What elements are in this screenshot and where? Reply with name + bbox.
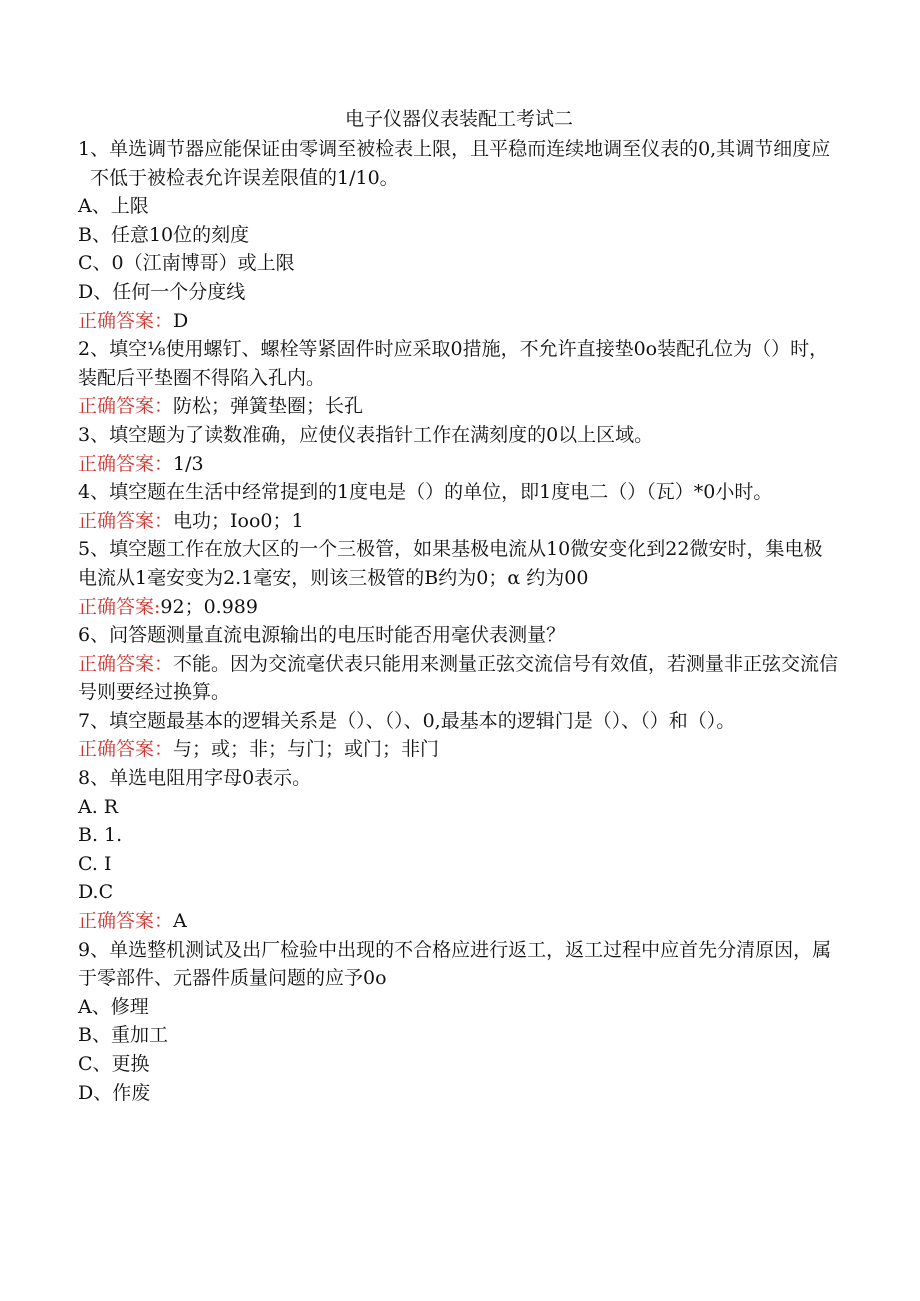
answer-value: 92；0.989 xyxy=(160,595,258,618)
answer-value: 与；或；非；与门；或门；非门 xyxy=(173,738,440,761)
answer-value: 电功；Ioo0；1 xyxy=(173,509,304,532)
option-a: A、上限 xyxy=(78,195,149,218)
answer-line xyxy=(78,450,840,479)
question-text: 8、单选电阻用字母0表示。 xyxy=(78,767,312,790)
answer-line xyxy=(78,307,840,336)
option-b: B、重加工 xyxy=(78,1024,168,1047)
question-text: 5、填空题工作在放大区的一个三极管，如果基极电流从10微安变化到22微安时，集电极电流从1毫安变为2.1毫安，则该三极管的B约为0；α 约为00 xyxy=(78,538,823,589)
answer-line xyxy=(78,593,840,622)
answer-line xyxy=(78,907,840,936)
question-6 xyxy=(78,621,840,707)
question-4 xyxy=(78,478,840,535)
question-text: 1、单选调节器应能保证由零调至被检表上限，且平稳而连续地调至仪表的0,其调节细度应不低于被检表允许误差限值的1/10。 xyxy=(78,138,831,189)
answer-line xyxy=(78,650,840,707)
answer-value: D xyxy=(173,309,189,332)
question-9 xyxy=(78,936,840,1108)
answer-label: 正确答案： xyxy=(78,309,174,332)
answer-label: 正确答案： xyxy=(78,509,174,532)
question-text: 2、填空⅛使用螺钉、螺栓等紧固件时应采取0措施，不允许直接垫0o装配孔位为（）时，装配后平垫圈不得陷入孔内。 xyxy=(78,338,829,389)
answer-line xyxy=(78,507,840,536)
option-b: B、任意10位的刻度 xyxy=(78,223,250,246)
option-a: A. R xyxy=(78,795,119,818)
question-1 xyxy=(78,135,840,335)
question-3 xyxy=(78,421,840,478)
question-8 xyxy=(78,764,840,936)
answer-value: 1/3 xyxy=(173,452,204,475)
question-2 xyxy=(78,335,840,421)
answer-line xyxy=(78,735,840,764)
option-a: A、修理 xyxy=(78,995,149,1018)
answer-label: 正确答案： xyxy=(78,395,174,418)
question-text: 9、单选整机测试及出厂检验中出现的不合格应进行返工，返工过程中应首先分清原因，属于零部件、元器件质量问题的应予0o xyxy=(78,938,832,990)
answer-value: A xyxy=(173,910,187,933)
question-text: 4、填空题在生活中经常提到的1度电是（）的单位，即1度电二（）（瓦）*0小时。 xyxy=(78,481,773,504)
question-5 xyxy=(78,535,840,621)
option-d: D.C xyxy=(78,881,114,904)
answer-line xyxy=(78,392,840,421)
page-title: 电子仪器仪表装配工考试二 xyxy=(344,108,573,130)
question-text: 3、填空题为了读数准确，应使仪表指针工作在满刻度的0以上区域。 xyxy=(78,423,654,446)
option-b: B. 1. xyxy=(78,824,123,847)
option-c: C、0（江南博哥）或上限 xyxy=(78,252,295,275)
question-text: 6、问答题测量直流电源输出的电压时能否用毫伏表测量？ xyxy=(78,624,566,647)
answer-value: 防松；弹簧垫圈；长孔 xyxy=(173,395,364,418)
answer-value: 不能。因为交流毫伏表只能用来测量正弦交流信号有效值，若测量非正弦交流信号则要经过换算。 xyxy=(78,652,839,704)
option-c: C、更换 xyxy=(78,1053,150,1075)
answer-label: 正确答案： xyxy=(78,738,174,761)
question-text: 7、填空题最基本的逻辑关系是（）、（）、0,最基本的逻辑门是（）、（）和（）。 xyxy=(78,709,736,732)
answer-label: 正确答案: xyxy=(78,595,161,618)
answer-label: 正确答案： xyxy=(78,910,174,933)
question-7 xyxy=(78,707,840,764)
option-d: D、任何一个分度线 xyxy=(78,280,246,303)
answer-label: 正确答案： xyxy=(78,452,174,475)
option-d: D、作废 xyxy=(78,1081,151,1104)
answer-label: 正确答案： xyxy=(78,652,174,675)
option-c: C. I xyxy=(78,852,112,875)
